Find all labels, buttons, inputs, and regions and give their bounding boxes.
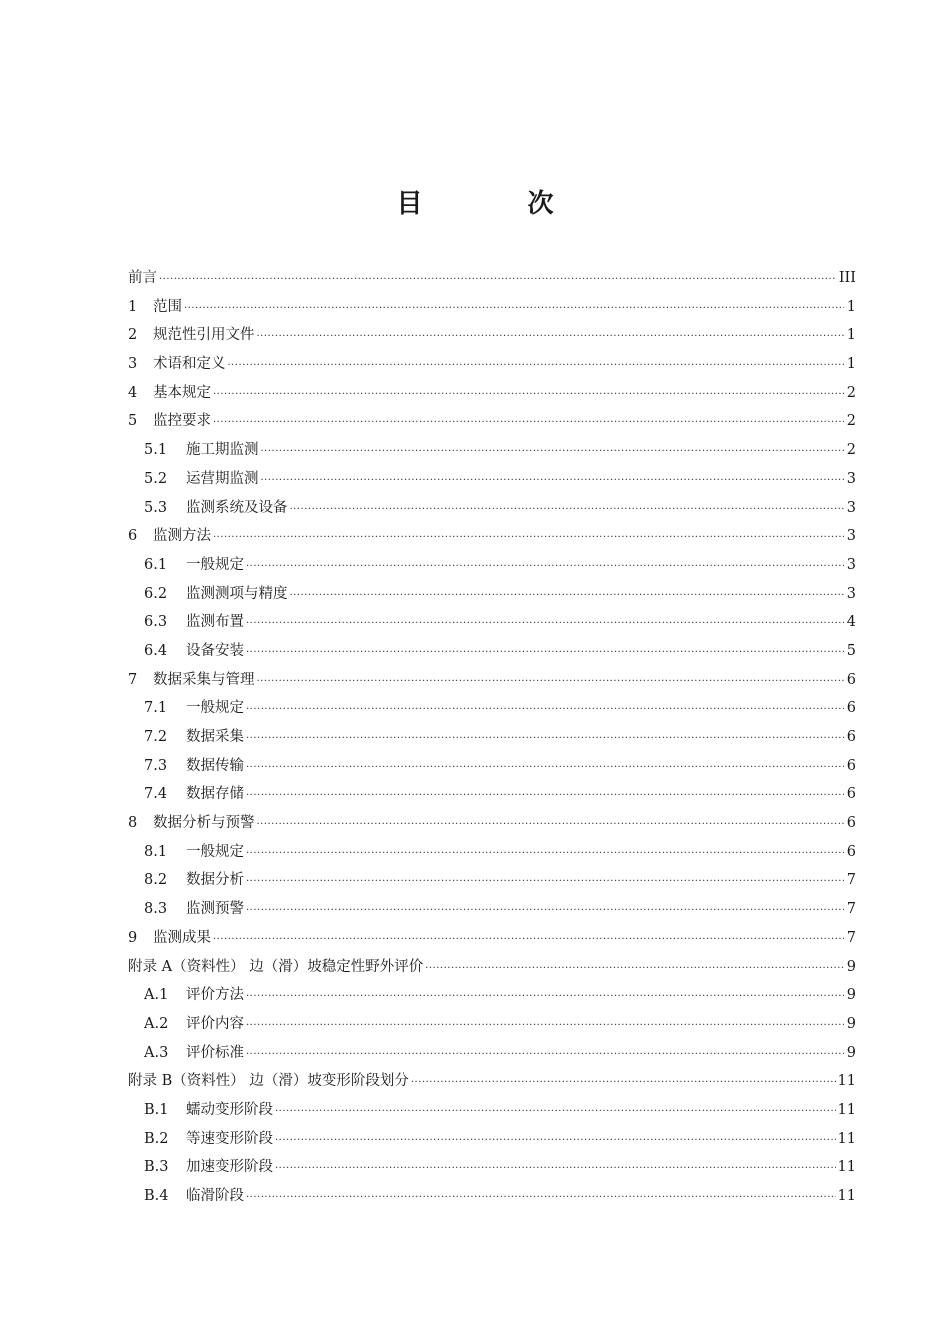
toc-entry[interactable]	[128, 295, 856, 324]
toc-dot-leader	[275, 1106, 836, 1117]
toc-entry[interactable]	[128, 467, 856, 496]
toc-entry[interactable]	[128, 868, 856, 897]
toc-entry[interactable]	[128, 553, 856, 582]
toc-entry-number: 8.3	[144, 901, 168, 918]
toc-dot-leader	[213, 934, 844, 945]
toc-dot-leader	[246, 991, 844, 1002]
toc-entry-page-number: 5	[846, 642, 856, 659]
toc-dot-leader	[246, 1020, 844, 1031]
toc-entry-page-number: 7	[846, 901, 856, 918]
toc-entry-page-number: 3	[846, 528, 856, 545]
toc-entry-number: 7.1	[144, 700, 168, 717]
toc-entry[interactable]	[128, 323, 856, 352]
toc-dot-leader	[290, 590, 845, 601]
toc-entry-title: 设备安装	[186, 642, 244, 659]
toc-dot-leader	[246, 561, 844, 572]
toc-entry-title: 数据采集	[186, 729, 244, 745]
toc-entry[interactable]	[128, 754, 856, 783]
toc-entry[interactable]	[128, 582, 856, 611]
toc-entry-title: 蠕动变形阶段	[186, 1101, 273, 1118]
toc-entry-page-number: 3	[846, 585, 856, 602]
toc-entry-number: 6.3	[144, 614, 168, 631]
toc-entry-number: 6.1	[144, 556, 168, 573]
toc-dot-leader	[246, 733, 844, 744]
toc-entry-title: 等速变形阶段	[186, 1130, 273, 1147]
toc-entry-page-number: 9	[846, 958, 856, 975]
toc-entry-page-number: 6	[846, 700, 856, 717]
toc-entry-title: 监测布置	[186, 614, 244, 631]
toc-entry-number: 7.3	[144, 757, 168, 774]
toc-entry-number: 8.2	[144, 872, 168, 889]
toc-entry-number: 8	[128, 815, 138, 832]
toc-entry-number: 2	[128, 327, 138, 344]
toc-dot-leader	[246, 762, 844, 773]
toc-entry-page-number: 11	[837, 1101, 856, 1118]
toc-dot-leader	[257, 819, 845, 830]
toc-dot-leader	[257, 331, 845, 342]
toc-entry-page-number: 6	[846, 729, 856, 745]
toc-entry[interactable]	[128, 1041, 856, 1070]
toc-entry-page-number: 6	[846, 843, 856, 860]
toc-entry-title: 监测测项与精度	[186, 585, 288, 602]
toc-entry[interactable]	[128, 352, 856, 381]
toc-entry-number: 8.1	[144, 843, 168, 860]
toc-entry-number: 9	[128, 929, 138, 946]
toc-entry-page-number: 3	[846, 470, 856, 487]
toc-entry-page-number: 11	[837, 1073, 856, 1090]
toc-entry[interactable]	[128, 1184, 856, 1213]
toc-entry-page-number: 6	[846, 815, 856, 832]
toc-entry-number: 5	[128, 413, 138, 430]
toc-entry[interactable]	[128, 266, 856, 295]
toc-entry-title: 一般规定	[186, 843, 244, 860]
toc-entry-title: 临滑阶段	[186, 1188, 244, 1204]
toc-entry[interactable]	[128, 524, 856, 553]
toc-entry-page-number: 2	[846, 413, 856, 430]
toc-entry-page-number: 9	[846, 1015, 856, 1032]
toc-entry[interactable]	[128, 610, 856, 639]
toc-entry-title: 监控要求	[153, 413, 211, 430]
toc-entry-number: B.1	[144, 1101, 169, 1118]
toc-entry-page-number: 9	[846, 987, 856, 1004]
toc-entry-page-number: 3	[846, 556, 856, 573]
toc-entry-number: B.2	[144, 1130, 169, 1147]
toc-entry-number: 7	[128, 671, 138, 688]
toc-entry-number: 1	[128, 298, 138, 315]
toc-entry-page-number: 2	[846, 442, 856, 459]
toc-entry-number: 5.1	[144, 442, 168, 459]
toc-dot-leader	[246, 1192, 836, 1203]
toc-entry-title: 一般规定	[186, 556, 244, 573]
toc-entry-title: 监测成果	[153, 929, 211, 946]
toc-entry[interactable]	[128, 725, 856, 754]
toc-entry-page-number: 1	[846, 356, 856, 373]
toc-entry-title: 范围	[153, 298, 182, 315]
toc-entry-number: 7.2	[144, 729, 168, 745]
toc-entry-page-number: 11	[837, 1188, 856, 1204]
toc-entry-title: 施工期监测	[186, 442, 259, 459]
toc-entry-page-number: 3	[846, 499, 856, 516]
toc-entry[interactable]	[128, 381, 856, 410]
toc-entry[interactable]	[128, 926, 856, 955]
toc-dot-leader	[261, 446, 845, 457]
toc-entry-page-number: 11	[837, 1159, 856, 1176]
toc-entry-title: 一般规定	[186, 700, 244, 717]
toc-entry-number: B.4	[144, 1188, 169, 1204]
toc-dot-leader	[411, 1077, 836, 1088]
toc-entry-number: B.3	[144, 1159, 169, 1176]
toc-entry-title: 加速变形阶段	[186, 1159, 273, 1176]
toc-entry-page-number: 6	[846, 757, 856, 774]
toc-entry[interactable]	[128, 1155, 856, 1184]
toc-entry-page-number: 6	[846, 671, 856, 688]
toc-dot-leader	[246, 647, 844, 658]
toc-entry-page-number: 7	[846, 929, 856, 946]
toc-entry-number: 6	[128, 528, 138, 545]
toc-entry-number: 6.4	[144, 642, 168, 659]
toc-entry[interactable]	[128, 1069, 856, 1098]
toc-entry-title: 数据分析	[186, 872, 244, 889]
table-of-contents	[128, 266, 856, 1213]
toc-dot-leader	[184, 303, 844, 314]
toc-dot-leader	[257, 676, 845, 687]
toc-entry-number: 6.2	[144, 585, 168, 602]
toc-dot-leader	[213, 532, 844, 543]
page-title: 目 次	[396, 189, 602, 219]
toc-entry-page-number: 1	[846, 298, 856, 315]
toc-entry-title: 附录 A（资料性） 边（滑）坡稳定性野外评价	[128, 958, 424, 975]
toc-entry-page-number: 9	[846, 1044, 856, 1061]
toc-dot-leader	[246, 905, 844, 916]
toc-entry[interactable]	[128, 409, 856, 438]
toc-entry-title: 规范性引用文件	[153, 327, 255, 344]
toc-entry-title: 监测方法	[153, 528, 211, 545]
toc-entry-title: 数据采集与管理	[153, 671, 255, 688]
toc-entry-title: 数据传输	[186, 757, 244, 774]
toc-entry[interactable]	[128, 840, 856, 869]
toc-dot-leader	[290, 504, 845, 515]
toc-entry-title: 数据分析与预警	[153, 815, 255, 832]
toc-entry-title: 附录 B（资料性） 边（滑）坡变形阶段划分	[128, 1073, 409, 1090]
toc-entry-number: 5.3	[144, 499, 168, 516]
toc-entry-number: 4	[128, 384, 138, 401]
toc-entry-page-number: 7	[846, 872, 856, 889]
toc-dot-leader	[246, 790, 844, 801]
toc-entry-title: 数据存储	[186, 786, 244, 803]
toc-dot-leader	[246, 618, 844, 629]
toc-dot-leader	[159, 274, 837, 285]
toc-entry-number: 5.2	[144, 470, 168, 487]
toc-dot-leader	[425, 963, 844, 974]
toc-entry-title: 运营期监测	[186, 470, 259, 487]
toc-entry-title: 基本规定	[153, 384, 211, 401]
toc-entry[interactable]	[128, 983, 856, 1012]
toc-entry-number: A.2	[144, 1015, 169, 1032]
toc-entry[interactable]	[128, 811, 856, 840]
toc-dot-leader	[261, 475, 845, 486]
toc-entry-number: A.3	[144, 1044, 169, 1061]
toc-entry[interactable]	[128, 696, 856, 725]
toc-entry-title: 前言	[128, 270, 157, 286]
toc-entry-number: 3	[128, 356, 138, 373]
toc-dot-leader	[213, 389, 844, 400]
toc-entry[interactable]	[128, 1127, 856, 1156]
toc-dot-leader	[228, 360, 845, 371]
toc-entry-title: 评价标准	[186, 1044, 244, 1061]
toc-entry[interactable]	[128, 782, 856, 811]
toc-entry[interactable]	[128, 496, 856, 525]
toc-entry-page-number: 4	[846, 614, 856, 631]
toc-entry-title: 术语和定义	[153, 356, 226, 373]
toc-entry[interactable]	[128, 668, 856, 697]
toc-entry-page-number: 2	[846, 384, 856, 401]
toc-entry-page-number: 6	[846, 786, 856, 803]
toc-entry-number: A.1	[144, 987, 169, 1004]
toc-entry-page-number: III	[838, 270, 856, 286]
toc-entry[interactable]	[128, 639, 856, 668]
toc-dot-leader	[246, 704, 844, 715]
toc-entry-title: 评价方法	[186, 987, 244, 1004]
toc-entry[interactable]	[128, 1098, 856, 1127]
toc-entry[interactable]	[128, 897, 856, 926]
toc-entry-title: 监测系统及设备	[186, 499, 288, 516]
toc-entry-title: 监测预警	[186, 901, 244, 918]
toc-entry[interactable]	[128, 438, 856, 467]
toc-entry-title: 评价内容	[186, 1015, 244, 1032]
toc-entry-page-number: 11	[837, 1130, 856, 1147]
toc-entry-page-number: 1	[846, 327, 856, 344]
toc-dot-leader	[246, 876, 844, 887]
toc-dot-leader	[246, 1049, 844, 1060]
toc-dot-leader	[275, 1135, 836, 1146]
toc-dot-leader	[246, 848, 844, 859]
toc-dot-leader	[213, 417, 844, 428]
toc-dot-leader	[275, 1163, 836, 1174]
toc-entry-number: 7.4	[144, 786, 168, 803]
toc-entry[interactable]	[128, 1012, 856, 1041]
toc-entry[interactable]	[128, 955, 856, 984]
